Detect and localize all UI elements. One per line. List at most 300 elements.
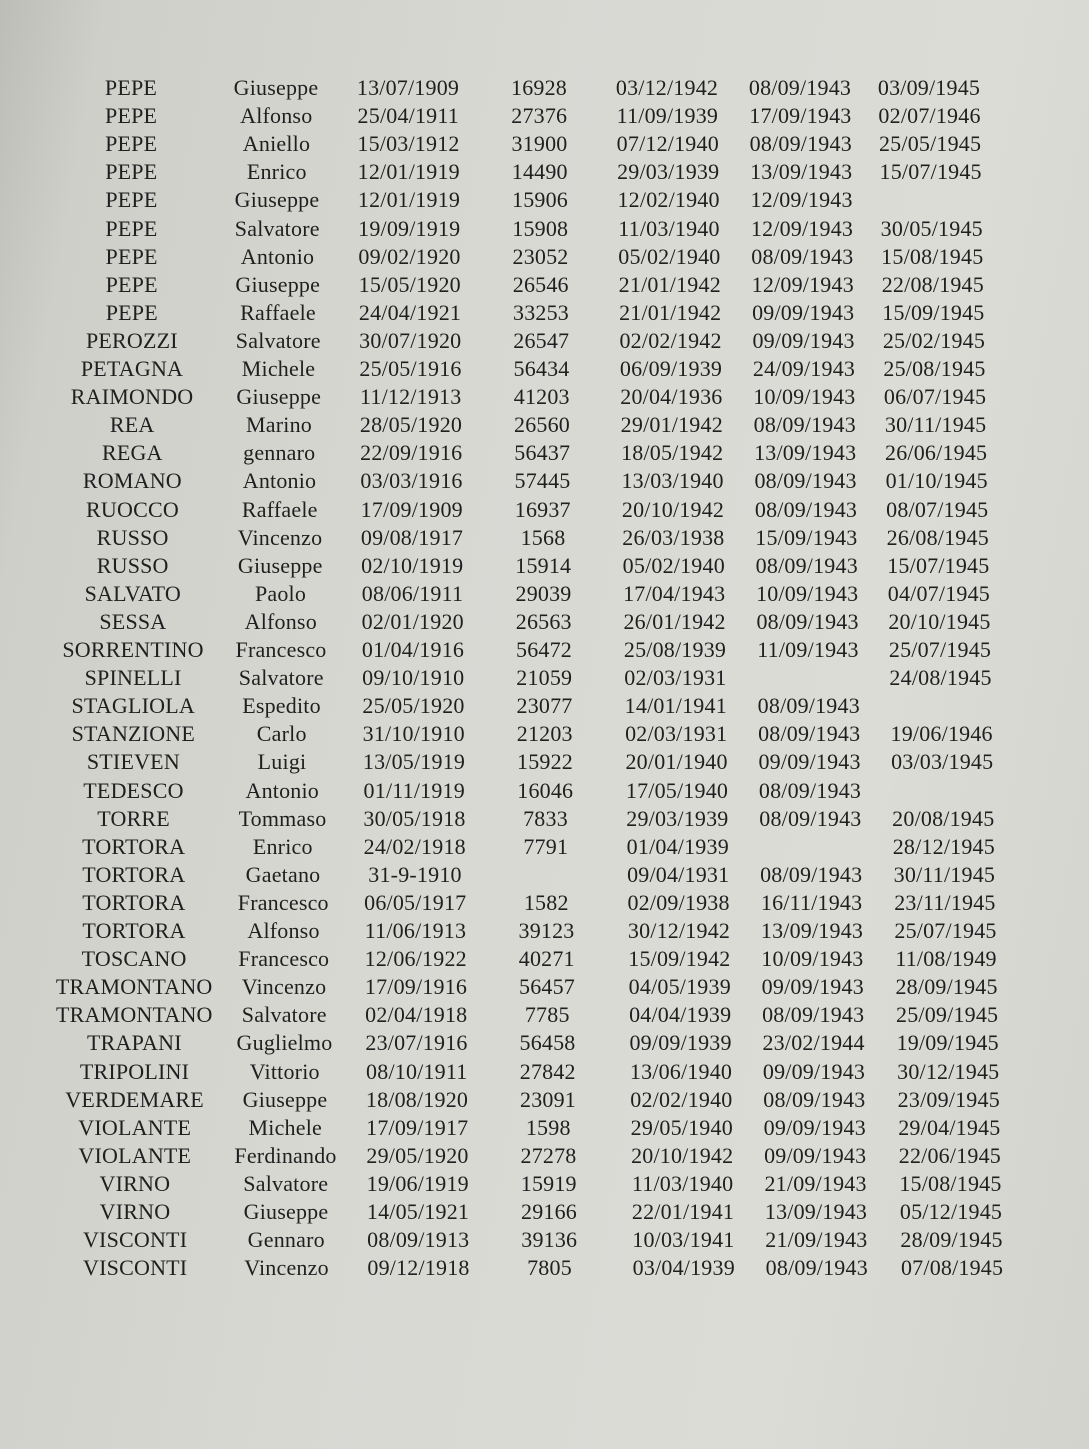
table-row [0, 131, 1089, 160]
birth-date-cell: 11/12/1913 [360, 384, 462, 410]
birth-date-cell: 31-9-1910 [368, 861, 462, 887]
surname-cell: SORRENTINO [62, 637, 204, 662]
surname-cell: REA [109, 412, 155, 438]
date-3-cell: 15/08/1945 [899, 1170, 1002, 1196]
surname-cell: TORRE [97, 805, 170, 831]
birth-date-cell: 15/05/1920 [358, 271, 461, 297]
first-name-cell: Enrico [246, 159, 307, 185]
table-row [0, 440, 1089, 469]
surname-cell: SALVATO [84, 580, 181, 606]
first-name-cell: Salvatore [235, 327, 321, 353]
date-2-cell: 16/11/1943 [760, 889, 863, 915]
table-row [0, 497, 1089, 526]
date-3-cell: 20/10/1945 [888, 608, 991, 634]
first-name-cell: Michele [248, 1114, 322, 1140]
date-3-cell: 05/12/1945 [899, 1199, 1003, 1224]
date-2-cell: 08/09/1943 [758, 721, 861, 747]
number-cell: 57445 [514, 468, 571, 494]
table-row [0, 693, 1089, 722]
first-name-cell: Francesco [238, 946, 330, 972]
date-3-cell: 19/06/1946 [890, 721, 993, 747]
table-row [0, 581, 1089, 610]
surname-cell: PEPE [105, 103, 158, 129]
surname-cell: TRAMONTANO [55, 1002, 213, 1028]
number-cell: 23077 [516, 693, 573, 719]
date-1-cell: 21/01/1942 [618, 271, 721, 297]
first-name-cell: Salvatore [241, 1002, 327, 1028]
birth-date-cell: 25/04/1911 [357, 103, 459, 129]
date-2-cell: 09/09/1943 [752, 327, 855, 353]
surname-cell: PEPE [105, 187, 158, 213]
table-row [0, 187, 1089, 216]
date-1-cell: 20/10/1942 [631, 1142, 734, 1168]
surname-cell: REGA [101, 440, 163, 466]
table-row [0, 300, 1089, 329]
table-row [0, 272, 1089, 301]
table-row [0, 1115, 1089, 1144]
date-2-cell: 17/09/1943 [749, 103, 852, 129]
number-cell: 21203 [516, 721, 573, 747]
birth-date-cell: 12/01/1919 [357, 159, 460, 185]
table-row [0, 1059, 1089, 1088]
surname-cell: VIOLANTE [78, 1142, 192, 1168]
surname-cell: SPINELLI [84, 665, 182, 691]
date-2-cell: 21/09/1943 [765, 1227, 868, 1253]
date-2-cell: 09/09/1943 [764, 1142, 867, 1168]
date-2-cell: 08/09/1943 [758, 777, 862, 803]
number-cell: 15914 [515, 552, 572, 578]
number-cell: 56434 [513, 356, 570, 381]
table-row [0, 834, 1089, 863]
first-name-cell: Vincenzo [241, 974, 327, 1000]
date-2-cell: 08/09/1943 [754, 496, 858, 522]
date-1-cell: 13/03/1940 [621, 468, 724, 494]
date-1-cell: 14/01/1941 [624, 693, 727, 719]
date-2-cell: 09/09/1943 [761, 974, 864, 1000]
date-3-cell: 25/07/1945 [894, 918, 997, 943]
date-2-cell: 08/09/1943 [765, 1255, 868, 1281]
first-name-cell: Giuseppe [237, 552, 323, 578]
date-3-cell: 07/08/1945 [900, 1255, 1004, 1281]
date-1-cell: 29/03/1939 [626, 805, 729, 831]
date-1-cell: 10/03/1941 [632, 1227, 735, 1253]
number-cell: 26546 [512, 271, 569, 297]
birth-date-cell: 13/07/1909 [356, 75, 460, 100]
first-name-cell: gennaro [243, 440, 316, 466]
date-1-cell: 02/09/1938 [627, 889, 730, 915]
surname-cell: STIEVEN [86, 749, 180, 775]
table-row [0, 1171, 1089, 1200]
surname-cell: PEPE [104, 75, 158, 100]
surname-cell: PEPE [105, 215, 158, 241]
birth-date-cell: 17/09/1916 [364, 974, 468, 1000]
date-1-cell: 02/02/1940 [630, 1086, 733, 1112]
date-2-cell: 24/09/1943 [752, 356, 856, 381]
table-row [0, 384, 1089, 413]
date-1-cell: 29/01/1942 [620, 412, 723, 438]
table-row [0, 890, 1089, 919]
date-2-cell: 08/09/1943 [762, 1002, 865, 1028]
date-2-cell: 21/09/1943 [764, 1170, 867, 1196]
table-row [0, 412, 1089, 441]
date-3-cell: 02/07/1946 [878, 103, 981, 129]
number-cell: 14490 [511, 159, 568, 185]
date-1-cell: 17/04/1943 [623, 580, 726, 606]
surname-cell: RUOCCO [86, 496, 179, 522]
birth-date-cell: 01/11/1919 [363, 777, 465, 803]
number-cell: 7791 [523, 833, 569, 859]
date-3-cell: 26/06/1945 [885, 440, 988, 466]
date-2-cell: 12/09/1943 [750, 187, 853, 213]
date-2-cell: 08/09/1943 [757, 693, 860, 719]
date-2-cell: 10/09/1943 [756, 580, 859, 606]
number-cell: 1568 [520, 524, 566, 550]
date-2-cell: 12/09/1943 [750, 215, 854, 241]
table-row [0, 918, 1089, 947]
table-row [0, 946, 1089, 975]
first-name-cell: Antonio [245, 777, 320, 803]
birth-date-cell: 08/06/1911 [361, 580, 464, 606]
table-row [0, 637, 1089, 666]
first-name-cell: Guglielmo [236, 1030, 333, 1056]
date-2-cell: 08/09/1943 [755, 552, 858, 578]
first-name-cell: Giuseppe [242, 1086, 328, 1112]
first-name-cell: Gaetano [245, 861, 321, 887]
date-1-cell: 22/01/1941 [631, 1199, 735, 1224]
table-row [0, 609, 1089, 638]
date-1-cell: 29/05/1940 [630, 1114, 733, 1140]
date-2-cell: 13/09/1943 [764, 1199, 868, 1224]
date-1-cell: 20/01/1940 [625, 749, 728, 775]
surname-cell: PEPE [105, 131, 158, 157]
first-name-cell: Raffaele [240, 299, 316, 325]
table-row [0, 468, 1089, 497]
first-name-cell: Ferdinando [234, 1142, 337, 1168]
table-row [0, 749, 1089, 778]
date-2-cell: 09/09/1943 [758, 749, 861, 775]
birth-date-cell: 18/08/1920 [365, 1086, 469, 1112]
number-cell: 23052 [512, 243, 569, 269]
birth-date-cell: 19/09/1919 [358, 215, 461, 241]
number-cell: 16928 [511, 75, 567, 100]
surname-cell: TRIPOLINI [79, 1058, 190, 1084]
table-row [0, 806, 1089, 835]
table-row [0, 1227, 1089, 1256]
birth-date-cell: 22/09/1916 [360, 440, 463, 466]
date-2-cell: 08/09/1943 [754, 468, 857, 494]
surname-cell: SESSA [99, 608, 167, 634]
number-cell: 56472 [516, 637, 572, 662]
date-3-cell: 30/12/1945 [897, 1058, 1000, 1084]
birth-date-cell: 01/04/1916 [361, 637, 465, 662]
date-2-cell: 12/09/1943 [751, 271, 854, 297]
table-row [0, 1087, 1089, 1116]
date-3-cell: 08/07/1945 [886, 496, 989, 522]
surname-cell: PETAGNA [80, 356, 184, 381]
date-2-cell: 13/09/1943 [760, 918, 864, 943]
birth-date-cell: 03/03/1916 [360, 468, 463, 494]
number-cell: 7785 [524, 1002, 570, 1028]
first-name-cell: Giuseppe [234, 187, 320, 213]
date-3-cell: 30/11/1945 [884, 412, 987, 438]
number-cell: 1598 [525, 1114, 571, 1140]
date-1-cell: 04/05/1939 [628, 974, 731, 1000]
date-3-cell: 03/09/1945 [877, 75, 981, 100]
date-2-cell: 13/09/1943 [750, 159, 853, 185]
number-cell: 40271 [518, 946, 575, 972]
date-1-cell: 13/06/1940 [629, 1058, 733, 1084]
date-3-cell: 15/07/1945 [879, 159, 982, 185]
date-3-cell: 22/06/1945 [898, 1142, 1002, 1168]
first-name-cell: Francesco [235, 637, 327, 662]
date-3-cell: 04/07/1945 [887, 580, 991, 606]
table-row [0, 974, 1089, 1003]
first-name-cell: Salvatore [234, 215, 320, 241]
first-name-cell: Michele [241, 356, 316, 381]
date-3-cell: 01/10/1945 [885, 468, 988, 494]
date-3-cell: 06/07/1945 [883, 384, 987, 410]
number-cell: 16046 [517, 777, 574, 803]
birth-date-cell: 31/10/1910 [362, 721, 465, 747]
first-name-cell: Antonio [242, 468, 317, 494]
date-1-cell: 26/01/1942 [623, 608, 726, 634]
date-3-cell: 25/05/1945 [878, 131, 982, 157]
date-2-cell: 10/09/1943 [753, 384, 856, 410]
number-cell: 16937 [514, 496, 571, 522]
date-3-cell: 03/03/1945 [891, 749, 994, 775]
surname-cell: PEPE [105, 271, 158, 297]
date-3-cell: 15/07/1945 [887, 552, 990, 578]
birth-date-cell: 11/06/1913 [364, 918, 467, 943]
number-cell: 56457 [519, 974, 575, 1000]
date-3-cell: 30/05/1945 [880, 215, 983, 241]
table-row [0, 103, 1089, 132]
date-1-cell: 26/03/1938 [622, 524, 725, 550]
date-3-cell: 28/09/1945 [895, 974, 998, 1000]
date-1-cell: 20/10/1942 [621, 496, 725, 522]
first-name-cell: Tommaso [238, 805, 327, 831]
birth-date-cell: 09/12/1918 [367, 1255, 470, 1281]
table-row [0, 216, 1089, 245]
birth-date-cell: 24/02/1918 [363, 833, 466, 859]
birth-date-cell: 23/07/1916 [365, 1030, 468, 1056]
number-cell: 29166 [521, 1199, 577, 1224]
number-cell: 27278 [520, 1142, 577, 1168]
first-name-cell: Giuseppe [243, 1199, 329, 1224]
date-3-cell: 26/08/1945 [886, 524, 989, 550]
date-2-cell: 08/09/1943 [751, 243, 854, 269]
surname-cell: RUSSO [96, 552, 169, 578]
date-3-cell: 25/08/1945 [883, 356, 986, 381]
table-row [0, 159, 1089, 188]
date-1-cell: 11/03/1940 [618, 215, 720, 241]
number-cell: 15922 [517, 749, 573, 775]
table-row [0, 75, 1089, 104]
number-cell: 15919 [520, 1170, 577, 1196]
birth-date-cell: 30/05/1918 [363, 805, 466, 831]
date-3-cell: 20/08/1945 [892, 805, 995, 831]
number-cell: 26560 [514, 412, 570, 438]
surname-cell: TORTORA [82, 861, 186, 887]
first-name-cell: Enrico [252, 833, 313, 859]
birth-date-cell: 25/05/1920 [362, 693, 465, 719]
birth-date-cell: 14/05/1921 [366, 1199, 470, 1224]
date-3-cell: 23/11/1945 [894, 889, 996, 915]
birth-date-cell: 28/05/1920 [359, 412, 463, 438]
surname-cell: TOSCANO [81, 946, 187, 972]
birth-date-cell: 08/10/1911 [366, 1058, 468, 1084]
first-name-cell: Alfonso [247, 918, 320, 943]
first-name-cell: Vincenzo [237, 524, 323, 550]
first-name-cell: Espedito [242, 693, 321, 719]
date-1-cell: 02/02/1942 [619, 327, 722, 353]
date-1-cell: 30/12/1942 [627, 918, 731, 943]
surname-cell: VISCONTI [83, 1255, 188, 1281]
date-1-cell: 25/08/1939 [623, 637, 727, 662]
date-3-cell: 24/08/1945 [889, 665, 992, 691]
first-name-cell: Raffaele [241, 496, 318, 522]
date-1-cell: 07/12/1940 [616, 131, 719, 157]
surname-cell: PEROZZI [85, 327, 178, 353]
number-cell: 1582 [523, 889, 569, 915]
number-cell: 27842 [519, 1058, 576, 1084]
number-cell: 41203 [513, 384, 570, 410]
date-3-cell: 15/08/1945 [881, 243, 984, 269]
first-name-cell: Marino [246, 412, 312, 438]
first-name-cell: Salvatore [238, 665, 324, 691]
date-1-cell: 05/02/1940 [618, 243, 721, 269]
date-2-cell: 08/09/1943 [760, 861, 863, 887]
first-name-cell: Aniello [242, 131, 311, 157]
surname-cell: PEPE [105, 243, 158, 269]
birth-date-cell: 12/01/1919 [357, 187, 461, 213]
birth-date-cell: 29/05/1920 [366, 1142, 469, 1168]
date-1-cell: 20/04/1936 [620, 384, 723, 410]
surname-cell: TRAPANI [87, 1030, 182, 1056]
number-cell: 39123 [518, 918, 575, 943]
surname-cell: RAIMONDO [70, 384, 194, 410]
date-2-cell: 09/09/1943 [762, 1058, 866, 1084]
date-2-cell: 08/09/1943 [748, 75, 852, 100]
date-2-cell: 09/09/1943 [763, 1114, 866, 1140]
date-3-cell: 23/09/1945 [897, 1086, 1000, 1112]
surname-cell: VIOLANTE [78, 1114, 192, 1140]
number-cell: 21059 [516, 665, 573, 691]
birth-date-cell: 17/09/1917 [366, 1114, 469, 1140]
number-cell: 7805 [527, 1255, 572, 1281]
birth-date-cell: 12/06/1922 [364, 946, 467, 972]
date-2-cell: 08/09/1943 [753, 412, 856, 438]
date-3-cell: 28/12/1945 [892, 833, 995, 859]
date-3-cell: 11/08/1949 [895, 946, 997, 972]
birth-date-cell: 19/06/1919 [366, 1170, 469, 1196]
first-name-cell: Giuseppe [236, 384, 322, 410]
date-1-cell: 09/04/1931 [627, 861, 730, 887]
date-2-cell: 23/02/1944 [762, 1030, 865, 1056]
date-1-cell: 29/03/1939 [617, 159, 720, 185]
surname-cell: STANZIONE [71, 721, 196, 747]
date-3-cell: 19/09/1945 [896, 1030, 999, 1056]
surname-cell: VIRNO [99, 1199, 171, 1224]
date-3-cell: 22/08/1945 [881, 271, 984, 297]
date-2-cell: 08/09/1943 [759, 805, 862, 831]
number-cell: 26563 [515, 608, 572, 634]
date-3-cell: 25/02/1945 [882, 327, 986, 353]
birth-date-cell: 02/04/1918 [365, 1002, 468, 1028]
date-2-cell: 08/09/1943 [763, 1086, 866, 1112]
birth-date-cell: 13/05/1919 [362, 749, 466, 775]
number-cell: 56437 [514, 440, 571, 466]
table-row [0, 1255, 1089, 1284]
number-cell: 7833 [523, 805, 568, 831]
number-cell: 26547 [513, 327, 570, 353]
date-2-cell: 09/09/1943 [752, 299, 855, 325]
table-row [0, 1143, 1089, 1172]
first-name-cell: Paolo [254, 580, 307, 606]
date-3-cell: 25/07/1945 [888, 637, 992, 662]
date-1-cell: 15/09/1942 [628, 946, 731, 972]
first-name-cell: Carlo [256, 721, 307, 747]
surname-cell: ROMANO [82, 468, 182, 494]
number-cell: 33253 [513, 299, 569, 325]
surname-cell: VERDEMARE [65, 1086, 204, 1112]
date-1-cell: 18/05/1942 [621, 440, 724, 466]
number-cell: 29039 [515, 580, 572, 606]
first-name-cell: Giuseppe [235, 271, 321, 297]
number-cell: 56458 [519, 1030, 576, 1056]
birth-date-cell: 24/04/1921 [358, 299, 462, 325]
date-1-cell: 02/03/1931 [624, 665, 727, 691]
table-row [0, 1030, 1089, 1059]
surname-cell: PEPE [105, 299, 158, 325]
birth-date-cell: 02/01/1920 [361, 608, 464, 634]
birth-date-cell: 15/03/1912 [357, 131, 460, 157]
first-name-cell: Salvatore [243, 1170, 329, 1196]
surname-cell: STAGLIOLA [71, 693, 195, 719]
date-2-cell: 15/09/1943 [755, 524, 858, 550]
date-1-cell: 04/04/1939 [629, 1002, 732, 1028]
date-1-cell: 12/02/1940 [617, 187, 720, 213]
date-1-cell: 03/04/1939 [632, 1255, 735, 1281]
birth-date-cell: 09/02/1920 [358, 243, 461, 269]
surname-cell: VISCONTI [82, 1227, 188, 1253]
date-2-cell: 11/09/1943 [757, 637, 859, 662]
number-cell: 23091 [520, 1086, 576, 1112]
birth-date-cell: 09/08/1917 [360, 524, 464, 550]
date-1-cell: 21/01/1942 [619, 299, 722, 325]
first-name-cell: Antonio [240, 243, 315, 269]
date-1-cell: 17/05/1940 [625, 777, 729, 803]
date-3-cell: 28/09/1945 [900, 1227, 1003, 1253]
number-cell: 27376 [511, 103, 568, 129]
table-row [0, 778, 1089, 807]
surname-cell: TORTORA [82, 889, 186, 915]
date-1-cell: 09/09/1939 [629, 1030, 732, 1056]
date-2-cell: 10/09/1943 [761, 946, 864, 972]
first-name-cell: Giuseppe [233, 75, 319, 100]
date-1-cell: 11/09/1939 [616, 103, 719, 129]
date-1-cell: 03/12/1942 [615, 75, 719, 100]
table-row [0, 1002, 1089, 1031]
first-name-cell: Alfonso [240, 103, 313, 129]
birth-date-cell: 17/09/1909 [360, 496, 463, 522]
table-row [0, 356, 1089, 385]
table-row [0, 721, 1089, 750]
table-row [0, 862, 1089, 891]
first-name-cell: Francesco [237, 889, 329, 915]
number-cell: 31900 [511, 131, 568, 157]
date-3-cell: 15/09/1945 [882, 299, 985, 325]
